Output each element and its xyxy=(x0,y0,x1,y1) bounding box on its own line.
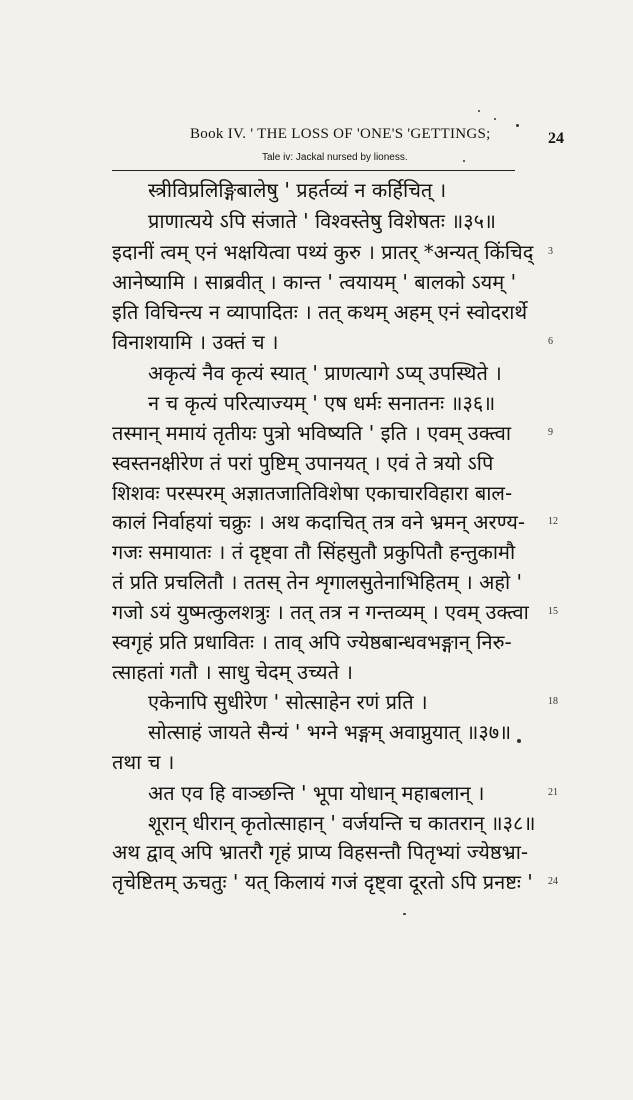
line-number: 9 xyxy=(548,427,553,438)
text-line: स्त्रीविप्रलिङ्गिबालेषु ' प्रहर्तव्यं न कर्हिचित् । xyxy=(148,178,447,202)
scan-speck xyxy=(403,913,406,915)
line-number: 18 xyxy=(548,696,558,707)
text-line: गजो ऽयं युष्मत्कुलशत्रुः । तत् तत्र न गन्तव्यम् । एवम् उक्त्वा xyxy=(112,600,529,624)
text-line: विनाशयामि । उक्तं च । xyxy=(112,330,279,354)
header-rule xyxy=(112,170,515,171)
line-number: 15 xyxy=(548,606,558,617)
text-line: अथ द्वाव् अपि भ्रातरौ गृहं प्राप्य विहसन्तौ पितृभ्यां ज्येष्ठभ्रा- xyxy=(112,840,529,864)
text-line: स्वगृहं प्रति प्रधावितः । ताव् अपि ज्येष्ठबान्धवभङ्गान् निरु- xyxy=(112,630,512,654)
text-line: आनेष्यामि । साब्रवीत् । कान्त ' त्वयायम् ' बालको ऽयम् ' xyxy=(112,270,517,294)
scan-speck xyxy=(494,118,496,120)
text-line: इति विचिन्त्य न व्यापादितः । तत् कथम् अहम् एनं स्वोदरार्थे xyxy=(112,300,528,324)
text-line: एकेनापि सुधीरेण ' सोत्साहेन रणं प्रति । xyxy=(148,690,428,714)
text-line: अकृत्यं नैव कृत्यं स्यात् ' प्राणत्यागे ऽप्य् उपस्थिते । xyxy=(148,361,502,385)
scan-speck xyxy=(463,160,465,162)
text-line: तस्मान् ममायं तृतीयः पुत्रो भविष्यति ' इति । एवम् उक्त्वा xyxy=(112,421,512,445)
text-line: तृचेष्टितम् ऊचतुः ' यत् किलायं गजं दृष्ट्वा दूरतो ऽपि प्रनष्टः ' xyxy=(112,870,533,894)
text-line: स्वस्तनक्षीरेण तं परां पुष्टिम् उपानयत् । एवं ते त्रयो ऽपि xyxy=(112,451,494,475)
text-line: अत एव हि वाञ्छन्ति ' भूपा योधान् महाबलान् । xyxy=(148,781,485,805)
line-number: 12 xyxy=(548,516,558,527)
scan-speck xyxy=(478,110,480,112)
text-line: त्साहतां गतौ । साधु चेदम् उच्यते । xyxy=(112,660,353,684)
text-line: सोत्साहं जायते सैन्यं ' भग्ने भङ्गम् अवाप्नुयात् ॥३७॥ xyxy=(148,720,512,744)
line-number: 21 xyxy=(548,787,558,798)
scan-speck xyxy=(517,739,521,743)
text-line: तं प्रति प्रचलितौ । ततस् तेन शृगालसुतेनाभिहितम् । अहो ' xyxy=(112,570,523,594)
page-number: 24 xyxy=(548,130,564,147)
tale-subtitle: Tale iv: Jackal nursed by lioness. xyxy=(262,152,408,163)
text-line: इदानीं त्वम् एनं भक्षयित्वा पथ्यं कुरु । प्रातर् *अन्यत् किंचिद् xyxy=(112,240,534,264)
line-number: 3 xyxy=(548,246,553,257)
line-number: 24 xyxy=(548,876,558,887)
text-line: शिशवः परस्परम् अज्ञातजातिविशेषा एकाचारविहारा बाल- xyxy=(112,481,513,505)
text-line: गजः समायातः । तं दृष्ट्वा तौ सिंहसुतौ प्रकुपितौ हन्तुकामौ xyxy=(112,540,516,564)
text-line: कालं निर्वाहयां चक्रुः । अथ कदाचित् तत्र वने भ्रमन् अरण्य- xyxy=(112,510,526,534)
line-number: 6 xyxy=(548,336,553,347)
running-header xyxy=(0,126,633,146)
running-title: Book IV. ' THE LOSS OF 'ONE'S 'GETTINGS; xyxy=(190,126,491,142)
text-line: तथा च । xyxy=(112,750,175,774)
text-line: प्राणात्यये ऽपि संजाते ' विश्वस्तेषु विशेषतः ॥३५॥ xyxy=(148,209,496,233)
text-line: शूरान् धीरान् कृतोत्साहान् ' वर्जयन्ति च कातरान् ॥३८॥ xyxy=(148,811,536,835)
text-line: न च कृत्यं परित्याज्यम् ' एष धर्मः सनातनः ॥३६॥ xyxy=(148,391,496,415)
scan-speck xyxy=(516,124,519,127)
